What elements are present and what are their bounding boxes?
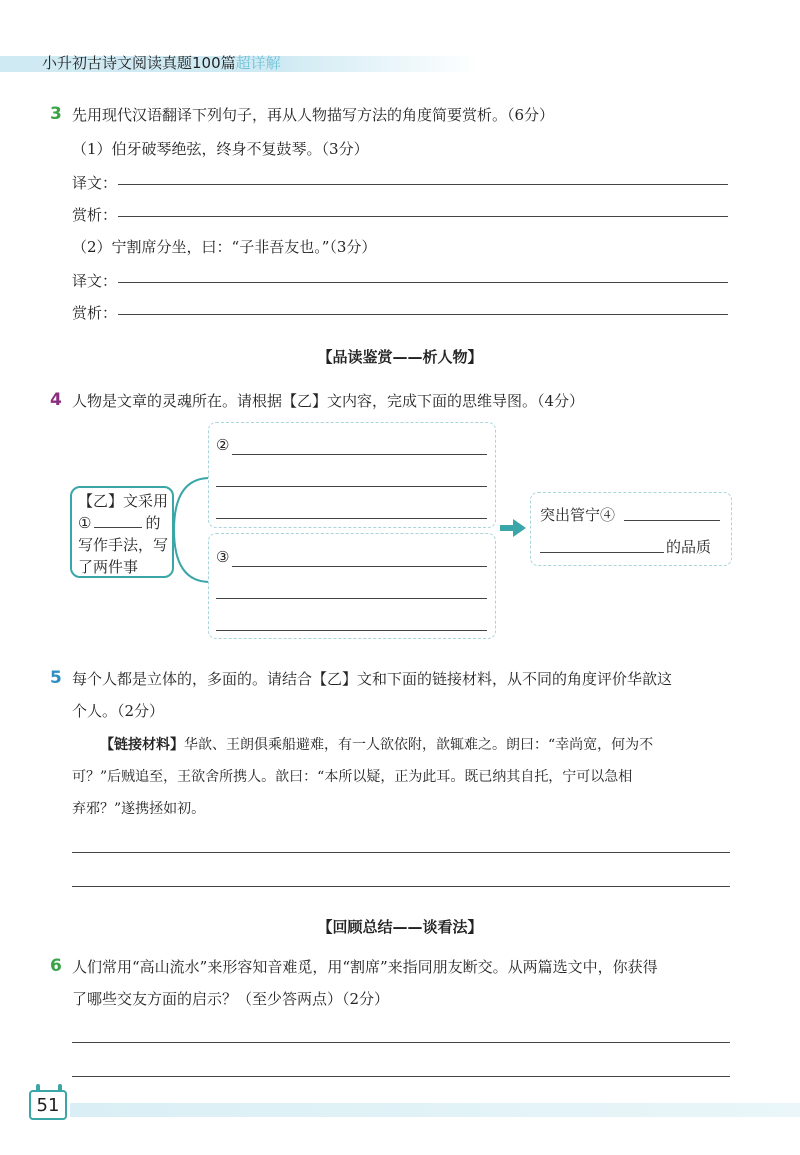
question-5-number: 5 [50,668,62,688]
answer-line[interactable] [216,518,487,519]
section-title-analyze-characters: 【品读鉴赏——析人物】 [317,348,483,366]
answer-line[interactable] [118,314,728,315]
question-6-text-line1: 人们常用“高山流水”来形容知音难觅，用“割席”来指同朋友断交。从两篇选文中，你获得 [72,958,658,976]
answer-line[interactable] [72,1076,730,1077]
page-number: 51 [29,1090,67,1120]
answer-line[interactable] [72,886,730,887]
link-material-line3: 弃邪？”遂携拯如初。 [72,801,206,817]
question-3-text: 先用现代汉语翻译下列句子，再从人物描写方法的角度简要赏析。（6分） [72,106,555,124]
circle-1-label: ① [78,514,92,532]
answer-line[interactable] [216,598,487,599]
answer-line[interactable] [72,852,730,853]
header-title [42,52,281,73]
link-material-line1 [100,734,653,756]
blank-1[interactable] [94,513,142,528]
link-material-text1: 华歆、王朗俱乘船避难，有一人欲依附，歆辄难之。朗曰：“幸尚宽，何为不 [184,737,654,753]
mind-map-right-line2: 的品质 [666,538,712,556]
answer-line[interactable] [118,282,728,283]
mind-map-box-3 [208,533,496,639]
answer-line[interactable] [232,454,487,455]
mind-map-left-line2-tail: 的 [145,514,161,532]
answer-line[interactable] [118,184,728,185]
circle-2-label: ② [216,436,230,454]
question-4-number: 4 [50,390,62,410]
mind-map-left-line1: 【乙】文采用 [78,492,169,510]
arrow-right-icon [500,519,526,537]
circle-3-label: ③ [216,548,230,566]
mind-map-left-line4: 了两件事 [78,558,139,576]
question-6-number: 6 [50,956,62,976]
answer-line[interactable] [216,630,487,631]
translate-label-2: 译文： [72,272,118,290]
answer-line[interactable] [232,566,487,567]
question-3-number: 3 [50,104,62,124]
question-5-text-line2: 个人。（2分） [72,702,165,720]
question-4-text: 人物是文章的灵魂所在。请根据【乙】文内容，完成下面的思维导图。（4分） [72,392,585,410]
mind-map-left-line2 [78,512,172,534]
header-title-main: 小升初古诗文阅读真题100篇 [42,54,236,72]
link-material-label: 【链接材料】 [100,737,184,753]
answer-line[interactable] [216,486,487,487]
answer-line[interactable] [118,216,728,217]
mind-map-right-line1: 突出管宁④ [540,506,616,524]
question-5-text-line1: 每个人都是立体的，多面的。请结合【乙】文和下面的链接材料，从不同的角度评价华歆这 [72,670,673,688]
mind-map-box-2 [208,422,496,528]
analysis-label-1: 赏析： [72,206,118,224]
answer-line[interactable] [540,552,664,553]
translate-label-1: 译文： [72,174,118,192]
analysis-label-2: 赏析： [72,304,118,322]
mind-map-left-line3: 写作手法，写 [78,536,169,554]
answer-line[interactable] [72,1042,730,1043]
link-material-line2: 可？”后贼追至，王欲舍所携人。歆曰：“本所以疑，正为此耳。既已纳其自托，宁可以急相 [72,769,633,785]
section-title-discuss-views: 【回顾总结——谈看法】 [317,918,483,936]
question-6-text-line2: 了哪些交友方面的启示？（至少答两点）（2分） [72,990,390,1008]
question-3-sub2: （2）宁割席分坐，曰：“子非吾友也。”（3分） [72,238,377,256]
footer-band [70,1103,800,1117]
question-3-sub1: （1）伯牙破琴绝弦，终身不复鼓琴。（3分） [72,140,369,158]
mind-map-left-box [70,486,174,578]
answer-line[interactable] [624,520,720,521]
header-title-highlight: 超详解 [235,54,281,72]
